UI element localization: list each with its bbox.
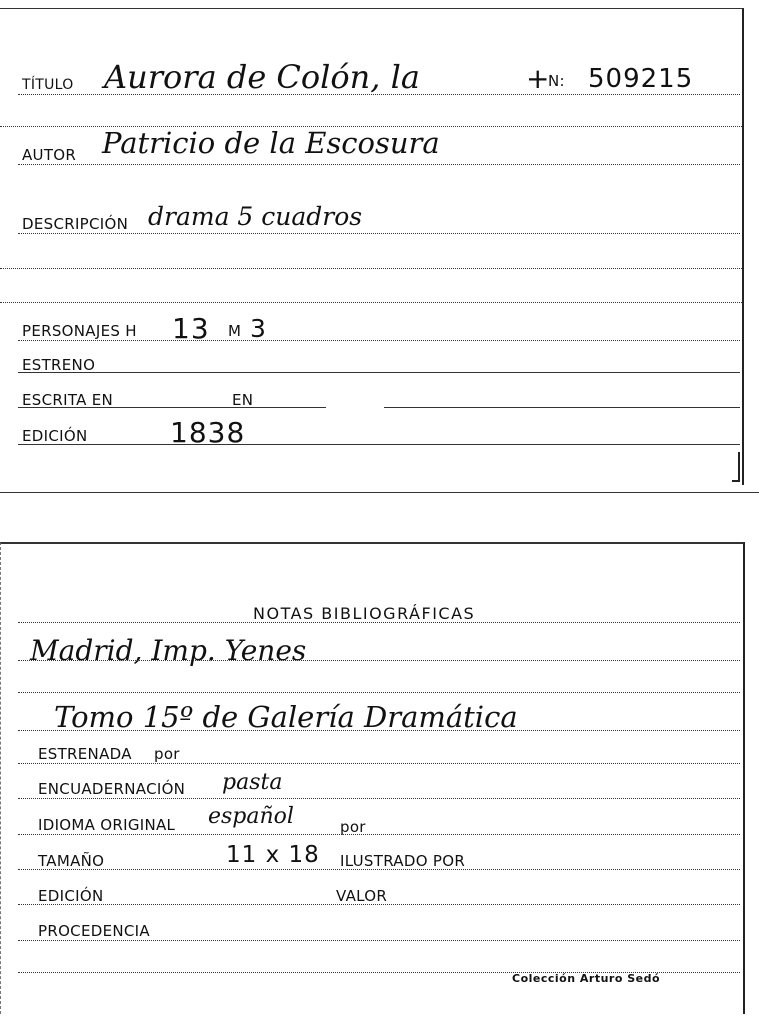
corner-bracket (732, 452, 740, 482)
estrenada-line (18, 763, 740, 764)
ilustrado-label: ILUSTRADO POR (340, 852, 466, 870)
collection-credit: Colección Arturo Sedó (512, 972, 661, 985)
estrenada-por-label: por (154, 745, 180, 763)
titulo-line (18, 94, 740, 95)
escrita-en-line (18, 407, 326, 408)
titulo-value: Aurora de Colón, la (104, 58, 420, 96)
edicion-back-line (18, 904, 740, 905)
notes-line (18, 660, 740, 661)
escrita-en-label: ESCRITA EN (22, 391, 114, 409)
personajes-label: PERSONAJES H (22, 322, 137, 340)
descripcion-line (18, 233, 740, 234)
notas-title: NOTAS BIBLIOGRÁFICAS (253, 604, 476, 623)
en-label: EN (232, 391, 254, 409)
personajes-m-label: M (228, 322, 242, 340)
idioma-value: español (208, 804, 294, 829)
estrenada-label: ESTRENADA (38, 745, 132, 763)
note-line-1: Madrid, Imp. Yenes (30, 634, 307, 667)
personajes-m-value: 3 (250, 314, 267, 343)
autor-label: AUTOR (22, 146, 77, 164)
titulo-label: TÍTULO (22, 77, 74, 93)
valor-label: VALOR (336, 887, 388, 905)
tamano-value: 11 x 18 (226, 842, 320, 868)
estreno-label: ESTRENO (22, 356, 96, 374)
idioma-por-label: por (340, 818, 366, 836)
descripcion-value: drama 5 cuadros (148, 202, 363, 231)
edicion-value: 1838 (170, 416, 246, 449)
idioma-label: IDIOMA ORIGINAL (38, 816, 176, 834)
edicion-label: EDICIÓN (22, 427, 88, 445)
estreno-line (18, 372, 740, 373)
note-line-2: Tomo 15º de Galería Dramática (54, 700, 518, 734)
autor-value: Patricio de la Escosura (102, 126, 440, 160)
plus-mark: + (526, 62, 551, 95)
edicion-line (18, 444, 740, 445)
en-line (384, 407, 740, 408)
personajes-h-value: 13 (172, 312, 210, 345)
notas-line (18, 622, 740, 623)
rule-line (0, 302, 742, 303)
procedencia-line (18, 940, 740, 941)
encuadernacion-value: pasta (222, 770, 283, 795)
tamano-label: TAMAÑO (38, 852, 105, 870)
encuadernacion-line (18, 798, 740, 799)
personajes-line (18, 340, 740, 341)
descripcion-label: DESCRIPCIÓN (22, 215, 129, 233)
autor-line (18, 164, 740, 165)
notes-line (18, 730, 740, 731)
edicion-back-label: EDICIÓN (38, 887, 104, 905)
number-value: 509215 (588, 64, 694, 94)
number-label: N: (548, 72, 565, 90)
idioma-line (18, 834, 740, 835)
rule-line (0, 268, 742, 269)
tamano-line (18, 869, 740, 870)
card-separator (0, 492, 759, 493)
encuadernacion-label: ENCUADERNACIÓN (38, 780, 186, 798)
notes-line (18, 692, 740, 693)
procedencia-label: PROCEDENCIA (38, 922, 150, 940)
